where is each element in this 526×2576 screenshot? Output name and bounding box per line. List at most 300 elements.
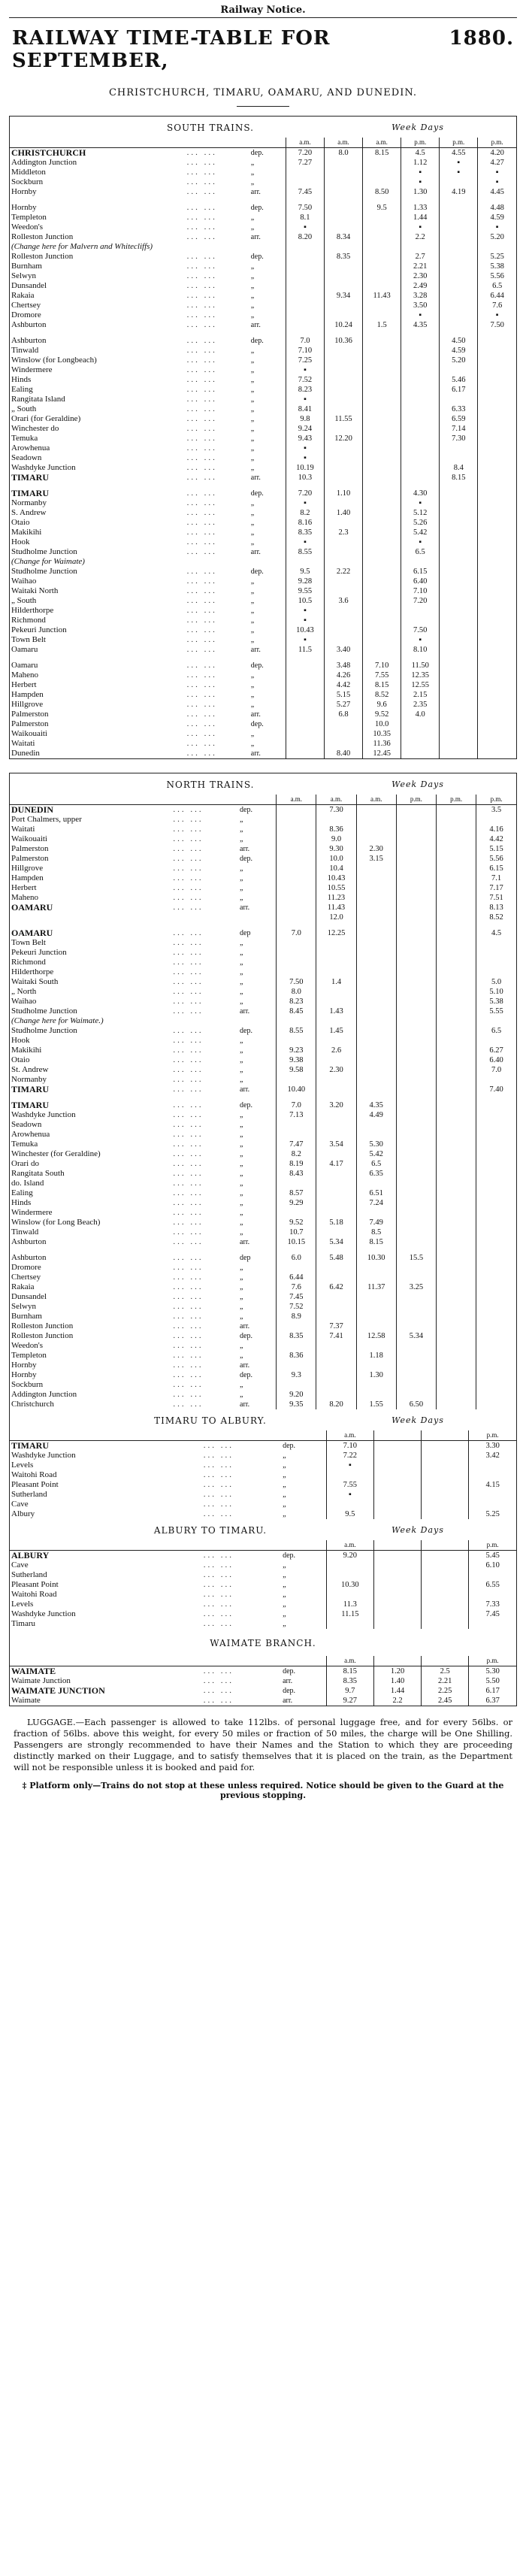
departure-time xyxy=(373,1441,421,1451)
departure-time xyxy=(363,596,401,606)
departure-time xyxy=(396,1208,436,1218)
dep-arr-label: „ xyxy=(240,1283,243,1291)
departure-time: 11.15 xyxy=(326,1609,373,1619)
departure-time xyxy=(316,1055,356,1065)
table-row xyxy=(10,948,516,958)
leader-dots: ... ... xyxy=(186,310,217,319)
departure-time xyxy=(422,1490,469,1500)
departure-time xyxy=(478,557,516,567)
time-column-header: p.m. xyxy=(401,138,440,148)
departure-time: 6.40 xyxy=(476,1055,516,1065)
departure-time: 4.35 xyxy=(356,1100,396,1110)
table-row xyxy=(10,1470,516,1480)
station-name: Hornby xyxy=(11,203,37,212)
table-row xyxy=(10,567,516,577)
departure-time: 11.5 xyxy=(286,645,324,655)
dep-arr-label: „ xyxy=(240,1179,243,1188)
table-row xyxy=(10,1253,516,1263)
table-row xyxy=(10,320,516,330)
dep-arr-label: „ xyxy=(240,1121,243,1129)
departure-time: 10.36 xyxy=(325,336,363,346)
station-name: Templeton xyxy=(11,213,47,222)
table-row xyxy=(10,958,516,967)
north-trains-header xyxy=(10,773,516,795)
dep-arr-label: arr. xyxy=(250,321,261,329)
table-row xyxy=(10,1273,516,1282)
table-row xyxy=(10,508,516,518)
departure-time: 6.37 xyxy=(469,1696,516,1706)
time-column-header xyxy=(373,1430,421,1441)
departure-time xyxy=(476,1273,516,1282)
departure-time xyxy=(363,489,401,498)
departure-time: 8.4 xyxy=(440,463,478,473)
departure-time xyxy=(363,463,401,473)
departure-time xyxy=(422,1551,469,1561)
departure-time: 6.5 xyxy=(478,281,516,291)
departure-time xyxy=(356,903,396,913)
leader-dots: ... ... xyxy=(186,661,217,670)
table-row xyxy=(10,1292,516,1302)
table-row xyxy=(10,1208,516,1218)
departure-time xyxy=(401,443,440,453)
departure-time: 10.4 xyxy=(316,864,356,873)
departure-time xyxy=(363,336,401,346)
departure-time: 2.5 xyxy=(422,1666,469,1677)
departure-time: 4.30 xyxy=(401,489,440,498)
departure-time xyxy=(476,938,516,948)
time-column-header: p.m. xyxy=(440,138,478,148)
leader-dots: ... ... xyxy=(173,903,204,912)
departure-time xyxy=(363,262,401,271)
station-name: St. Andrew xyxy=(11,1065,49,1074)
departure-time xyxy=(440,489,478,498)
departure-time: 4.45 xyxy=(478,187,516,197)
leader-dots: ... ... xyxy=(173,1273,204,1282)
departure-time xyxy=(356,815,396,825)
departure-time xyxy=(325,395,363,404)
leader-dots: ... ... xyxy=(186,252,217,261)
dep-arr-label: „ xyxy=(240,1209,243,1217)
station-name: Richmond xyxy=(11,616,46,625)
departure-time: 9.43 xyxy=(286,434,324,443)
table-row xyxy=(10,1085,516,1094)
departure-time xyxy=(325,197,363,203)
departure-time xyxy=(277,883,316,893)
departure-time: 7.40 xyxy=(476,1085,516,1094)
table-row xyxy=(10,1218,516,1227)
dep-arr-label: „ xyxy=(240,1293,243,1301)
departure-time: 3.25 xyxy=(396,1282,436,1292)
station-name: TIMARU xyxy=(11,1440,49,1451)
station-name: Washdyke Junction xyxy=(11,1110,76,1119)
departure-time xyxy=(356,834,396,844)
departure-time xyxy=(356,1380,396,1390)
departure-time: 9.0 xyxy=(316,834,356,844)
departure-time xyxy=(363,310,401,320)
table-row xyxy=(10,729,516,739)
departure-time xyxy=(325,443,363,453)
departure-time xyxy=(373,1461,421,1470)
departure-time xyxy=(356,1094,396,1100)
departure-time xyxy=(396,1292,436,1302)
departure-time: 9.3 xyxy=(277,1370,316,1380)
leader-dots: ... ... xyxy=(186,301,217,310)
leader-dots: ... ... xyxy=(173,1302,204,1311)
departure-time xyxy=(277,1036,316,1046)
departure-time xyxy=(440,320,478,330)
departure-time xyxy=(396,815,436,825)
departure-time xyxy=(325,404,363,414)
departure-time xyxy=(440,252,478,262)
table-row xyxy=(10,1198,516,1208)
departure-time xyxy=(316,1085,356,1094)
departure-time xyxy=(363,197,401,203)
departure-time xyxy=(401,719,440,729)
table-row xyxy=(10,281,516,291)
departure-time xyxy=(478,356,516,365)
leader-dots: ... ... xyxy=(173,1130,204,1139)
departure-time: 7.50 xyxy=(401,625,440,635)
leader-dots xyxy=(171,1247,238,1253)
table-row xyxy=(10,291,516,301)
leader-dots: ... ... xyxy=(173,948,204,957)
departure-time xyxy=(356,928,396,938)
week-days-label: Week Days xyxy=(391,1525,444,1535)
table-row xyxy=(10,252,516,262)
departure-time: 15.5 xyxy=(396,1253,436,1263)
dep-arr-label: arr. xyxy=(240,845,250,853)
station-name: do. Island xyxy=(11,1179,44,1188)
departure-time xyxy=(363,375,401,385)
departure-time xyxy=(277,854,316,864)
table-row xyxy=(10,453,516,463)
dep-arr-label: „ xyxy=(250,434,255,443)
dep-arr-label: „ xyxy=(283,1481,286,1489)
station-name: Arowhenua xyxy=(11,1130,50,1139)
dep-arr-label: „ xyxy=(240,1199,243,1207)
departure-time xyxy=(363,330,401,336)
departure-time xyxy=(478,483,516,489)
table-header-row xyxy=(10,1656,516,1666)
leader-dots: ... ... xyxy=(186,271,217,280)
departure-time xyxy=(316,1075,356,1085)
table-row xyxy=(10,1570,516,1580)
departure-time: 8.41 xyxy=(286,404,324,414)
departure-time xyxy=(437,883,476,893)
departure-time: 2.21 xyxy=(422,1676,469,1686)
departure-time: ▪ xyxy=(286,635,324,645)
departure-time xyxy=(437,1198,476,1208)
departure-time xyxy=(437,1321,476,1331)
departure-time xyxy=(476,815,516,825)
dep-arr-label: „ xyxy=(283,1471,286,1479)
departure-time xyxy=(277,1179,316,1188)
departure-time: 4.16 xyxy=(476,825,516,834)
station-name: Hilderthorpe xyxy=(11,606,54,615)
departure-time xyxy=(476,1292,516,1302)
departure-time xyxy=(325,168,363,177)
departure-time xyxy=(437,1159,476,1169)
departure-time: 4.42 xyxy=(476,834,516,844)
time-column-header: p.m. xyxy=(396,795,436,805)
departure-time: 9.24 xyxy=(286,424,324,434)
station-name: Albury xyxy=(11,1509,35,1518)
leader-dots xyxy=(171,913,238,922)
dep-arr-label: „ xyxy=(283,1451,286,1460)
departure-time xyxy=(476,1263,516,1273)
departure-time xyxy=(422,1580,469,1590)
leader-dots: ... ... xyxy=(203,1570,234,1579)
departure-time xyxy=(316,967,356,977)
time-column-header xyxy=(422,1656,469,1666)
departure-time xyxy=(396,1075,436,1085)
departure-time xyxy=(478,424,516,434)
departure-time: 12.45 xyxy=(363,749,401,758)
dep-arr-label: „ xyxy=(250,168,255,177)
leader-dots: ... ... xyxy=(173,1149,204,1158)
departure-time xyxy=(356,1065,396,1075)
departure-time xyxy=(478,749,516,758)
departure-time xyxy=(437,1351,476,1361)
leader-dots xyxy=(186,655,249,661)
departure-time xyxy=(316,1302,356,1312)
departure-time: 5.56 xyxy=(478,271,516,281)
south-trains-section xyxy=(9,116,517,759)
departure-time xyxy=(396,977,436,987)
departure-time xyxy=(316,1292,356,1302)
departure-time xyxy=(363,557,401,567)
departure-time xyxy=(478,586,516,596)
departure-time xyxy=(277,864,316,873)
departure-time xyxy=(325,473,363,483)
departure-time xyxy=(476,1120,516,1130)
departure-time xyxy=(440,262,478,271)
table-row xyxy=(10,336,516,346)
dep-arr-label: „ xyxy=(240,1273,243,1282)
departure-time xyxy=(401,453,440,463)
departure-time xyxy=(286,690,324,700)
departure-time xyxy=(316,997,356,1006)
departure-time: 1.30 xyxy=(356,1370,396,1380)
dep-arr-label: „ xyxy=(250,587,255,595)
leader-dots: ... ... xyxy=(186,385,217,394)
leader-dots: ... ... xyxy=(173,1351,204,1360)
dep-arr-label: arr. xyxy=(250,474,261,482)
table-row xyxy=(10,222,516,232)
departure-time xyxy=(437,1282,476,1292)
departure-time: 2.45 xyxy=(422,1696,469,1706)
departure-time xyxy=(316,1341,356,1351)
dep-arr-label: „ xyxy=(250,395,255,404)
departure-time xyxy=(373,1580,421,1590)
departure-time xyxy=(478,434,516,443)
station-name xyxy=(10,922,171,928)
departure-time xyxy=(476,1075,516,1085)
departure-time xyxy=(437,1075,476,1085)
dep-arr-label: dep. xyxy=(240,806,252,814)
departure-time xyxy=(478,710,516,719)
departure-time xyxy=(363,498,401,508)
departure-time: 7.33 xyxy=(469,1600,516,1609)
departure-time xyxy=(401,356,440,365)
departure-time: 4.59 xyxy=(440,346,478,356)
dep-arr-label: dep. xyxy=(283,1687,296,1695)
station-name: Winslow (for Long Beach) xyxy=(11,1218,101,1227)
dep-arr-label: „ xyxy=(240,1150,243,1158)
station-name: Town Belt xyxy=(11,635,46,644)
departure-time xyxy=(277,1075,316,1085)
departure-time: 7.17 xyxy=(476,883,516,893)
dep-arr-label: „ xyxy=(250,386,255,394)
departure-time xyxy=(437,805,476,816)
table-row xyxy=(10,1370,516,1380)
dep-arr-label: „ xyxy=(240,864,243,873)
header-spacer xyxy=(10,1430,202,1441)
table-row xyxy=(10,498,516,508)
departure-time xyxy=(325,330,363,336)
leader-dots: ... ... xyxy=(173,844,204,853)
dep-arr-label: „ xyxy=(240,874,243,882)
departure-time xyxy=(356,1321,396,1331)
departure-time xyxy=(476,1351,516,1361)
departure-time: 5.56 xyxy=(476,854,516,864)
departure-time: 6.15 xyxy=(476,864,516,873)
leader-dots: ... ... xyxy=(173,1361,204,1370)
station-name: (Change for Waimate) xyxy=(11,557,85,566)
departure-time xyxy=(363,213,401,222)
departure-time xyxy=(396,1361,436,1370)
departure-time xyxy=(356,977,396,987)
table-row xyxy=(10,710,516,719)
departure-time: ▪ xyxy=(286,365,324,375)
station-name: Sutherland xyxy=(11,1490,47,1499)
dep-arr-label: „ xyxy=(240,884,243,892)
departure-time: 8.23 xyxy=(286,385,324,395)
table-row xyxy=(10,1055,516,1065)
departure-time xyxy=(277,893,316,903)
departure-time xyxy=(363,301,401,310)
table-row xyxy=(10,537,516,547)
departure-time: 5.20 xyxy=(440,356,478,365)
dep-arr-label: „ xyxy=(250,509,255,517)
table-row xyxy=(10,834,516,844)
departure-time: 1.45 xyxy=(316,1026,356,1036)
leader-dots: ... ... xyxy=(203,1580,234,1589)
departure-time xyxy=(437,1188,476,1198)
departure-time: 2.30 xyxy=(356,844,396,854)
table-row xyxy=(10,262,516,271)
platform-note: ‡ Platform only—Trains do not stop at these unless required. Notice should be given to the Guard at the previous stopping. xyxy=(22,1781,504,1800)
departure-time xyxy=(478,197,516,203)
departure-time: 8.35 xyxy=(277,1331,316,1341)
departure-time xyxy=(422,1500,469,1509)
departure-time xyxy=(440,690,478,700)
departure-time: 7.10 xyxy=(401,586,440,596)
departure-time xyxy=(478,508,516,518)
departure-time xyxy=(396,1247,436,1253)
header-spacer xyxy=(281,1656,326,1666)
station-name: Weedon's xyxy=(11,1341,44,1350)
leader-dots: ... ... xyxy=(173,1036,204,1045)
departure-time xyxy=(476,1130,516,1140)
departure-time: 2.35 xyxy=(401,700,440,710)
leader-dots: ... ... xyxy=(186,404,217,413)
departure-time xyxy=(401,739,440,749)
departure-time xyxy=(277,1016,316,1026)
dep-arr-label: „ xyxy=(250,607,255,615)
table-row xyxy=(10,913,516,922)
dep-arr-label: arr. xyxy=(240,1322,250,1330)
departure-time: 8.36 xyxy=(277,1351,316,1361)
station-name: Timaru xyxy=(11,1619,35,1628)
departure-time: 7.49 xyxy=(356,1218,396,1227)
station-name: Waikouaiti xyxy=(11,834,47,843)
time-column-header: p.m. xyxy=(469,1430,516,1441)
departure-time: 7.55 xyxy=(363,670,401,680)
departure-time xyxy=(437,1227,476,1237)
departure-time: 8.13 xyxy=(476,903,516,913)
departure-time xyxy=(325,365,363,375)
leader-dots: ... ... xyxy=(173,883,204,892)
departure-time xyxy=(476,1312,516,1321)
departure-time xyxy=(437,903,476,913)
departure-time xyxy=(356,1273,396,1282)
departure-time xyxy=(437,913,476,922)
departure-time: 9.28 xyxy=(286,577,324,586)
departure-time xyxy=(363,453,401,463)
departure-time xyxy=(469,1470,516,1480)
dep-arr-label: „ xyxy=(240,978,243,986)
dep-arr-label: „ xyxy=(250,262,255,271)
departure-time xyxy=(277,967,316,977)
time-column-header: p.m. xyxy=(476,795,516,805)
station-name: Pleasant Point xyxy=(11,1480,59,1489)
departure-time: 5.34 xyxy=(396,1331,436,1341)
table-row xyxy=(10,586,516,596)
departure-time: 4.17 xyxy=(316,1159,356,1169)
departure-time xyxy=(440,586,478,596)
departure-time: 7.0 xyxy=(277,928,316,938)
departure-time xyxy=(478,498,516,508)
departure-time xyxy=(437,1100,476,1110)
departure-time xyxy=(478,330,516,336)
table-row xyxy=(10,1237,516,1247)
time-column-header xyxy=(422,1540,469,1551)
table-row xyxy=(10,690,516,700)
table-row xyxy=(10,1302,516,1312)
departure-time: 7.50 xyxy=(277,977,316,987)
station-name: Waitaki South xyxy=(11,977,59,986)
departure-time: 10.30 xyxy=(356,1253,396,1263)
departure-time: 11.37 xyxy=(356,1282,396,1292)
table-row xyxy=(10,700,516,710)
station-name: Winchester (for Geraldine) xyxy=(11,1149,101,1158)
departure-time xyxy=(325,242,363,252)
departure-time: 6.10 xyxy=(469,1560,516,1570)
table-row xyxy=(10,903,516,913)
departure-time xyxy=(363,537,401,547)
departure-time xyxy=(478,635,516,645)
departure-time: 3.40 xyxy=(325,645,363,655)
departure-time xyxy=(396,1130,436,1140)
time-column-header: p.m. xyxy=(469,1540,516,1551)
station-name: Waihao xyxy=(11,577,37,586)
departure-time xyxy=(440,719,478,729)
dep-arr-label: dep. xyxy=(240,1101,252,1109)
header-spacer xyxy=(10,795,171,805)
header-spacer xyxy=(10,138,186,148)
leader-dots: ... ... xyxy=(173,805,204,814)
